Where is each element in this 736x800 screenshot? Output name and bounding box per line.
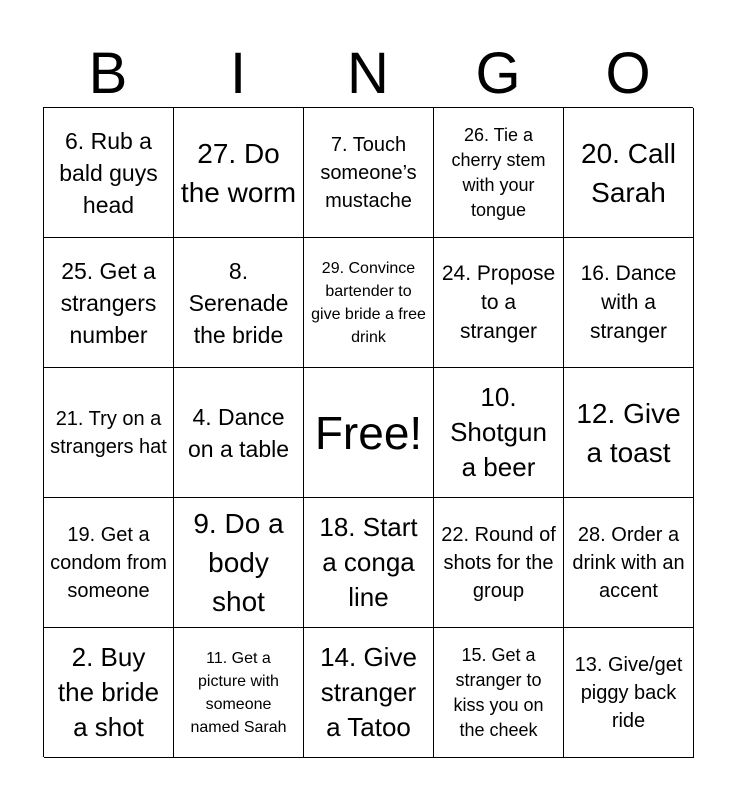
bingo-cell[interactable] [304, 498, 434, 628]
bingo-cell[interactable] [564, 368, 694, 498]
bingo-cell[interactable] [44, 108, 174, 238]
bingo-cell[interactable] [564, 498, 694, 628]
bingo-cell[interactable] [174, 498, 304, 628]
cell-text: 16. Dance with a stranger [580, 262, 677, 343]
bingo-cell[interactable] [564, 238, 694, 368]
bingo-cell[interactable] [434, 108, 564, 238]
bingo-cell[interactable] [434, 628, 564, 758]
cell-text: 15. Get a stranger to kiss you on the cheek [453, 644, 544, 740]
bingo-cell[interactable] [434, 368, 564, 498]
bingo-cell[interactable] [174, 238, 304, 368]
cell-text: 18. Start a conga line [319, 512, 418, 612]
bingo-cell-free[interactable] [304, 368, 434, 498]
bingo-cell[interactable] [174, 628, 304, 758]
cell-text: 4. Dance on a table [187, 403, 290, 462]
bingo-cell[interactable] [304, 238, 434, 368]
cell-text: 12. Give a toast [576, 397, 681, 468]
header-letter-i: I [229, 41, 247, 106]
cell-text: 28. Order a drink with an accent [572, 523, 685, 602]
bingo-cell[interactable] [304, 108, 434, 238]
cell-text: 21. Try on a strangers hat [50, 407, 167, 458]
bingo-cell[interactable] [434, 238, 564, 368]
bingo-cell[interactable] [434, 498, 564, 628]
cell-text: 26. Tie a cherry stem with your tongue [451, 124, 546, 220]
bingo-cell[interactable] [174, 108, 304, 238]
header-letter-b: B [88, 41, 128, 106]
free-space-text: Free! [314, 406, 423, 459]
cell-text: 7. Touch someone’s mustache [320, 133, 417, 212]
cell-text: 24. Propose to a stranger [441, 262, 556, 343]
cell-text: 19. Get a condom from someone [50, 523, 167, 602]
cell-text: 13. Give/get piggy back ride [574, 653, 683, 732]
bingo-cell[interactable] [44, 238, 174, 368]
cell-text: 8. Serenade the bride [188, 257, 289, 348]
bingo-cell[interactable] [174, 368, 304, 498]
cell-text: 25. Get a strangers number [60, 257, 157, 348]
bingo-header [43, 40, 693, 108]
cell-text: 29. Convince bartender to give bride a free drink [311, 259, 426, 346]
cell-text: 14. Give stranger a Tatoo [320, 642, 417, 742]
cell-text: 10. Shotgun a beer [450, 382, 547, 482]
cell-text: 2. Buy the bride a shot [57, 642, 160, 742]
cell-text: 22. Round of shots for the group [441, 523, 556, 602]
bingo-cell[interactable] [304, 628, 434, 758]
bingo-cell[interactable] [44, 498, 174, 628]
bingo-cell[interactable] [44, 368, 174, 498]
cell-text: 20. Call Sarah [581, 137, 676, 208]
bingo-cell[interactable] [564, 108, 694, 238]
bingo-cell[interactable] [564, 628, 694, 758]
cell-text: 9. Do a body shot [193, 508, 284, 617]
cell-text: 11. Get a picture with someone named Sarah [190, 649, 287, 736]
cell-text: 27. Do the worm [180, 137, 297, 208]
bingo-grid [43, 107, 693, 757]
header-letter-n: N [347, 41, 389, 106]
bingo-cell[interactable] [44, 628, 174, 758]
header-letter-g: G [475, 41, 521, 106]
header-letter-o: O [605, 41, 651, 106]
cell-text: 6. Rub a bald guys head [59, 127, 158, 218]
